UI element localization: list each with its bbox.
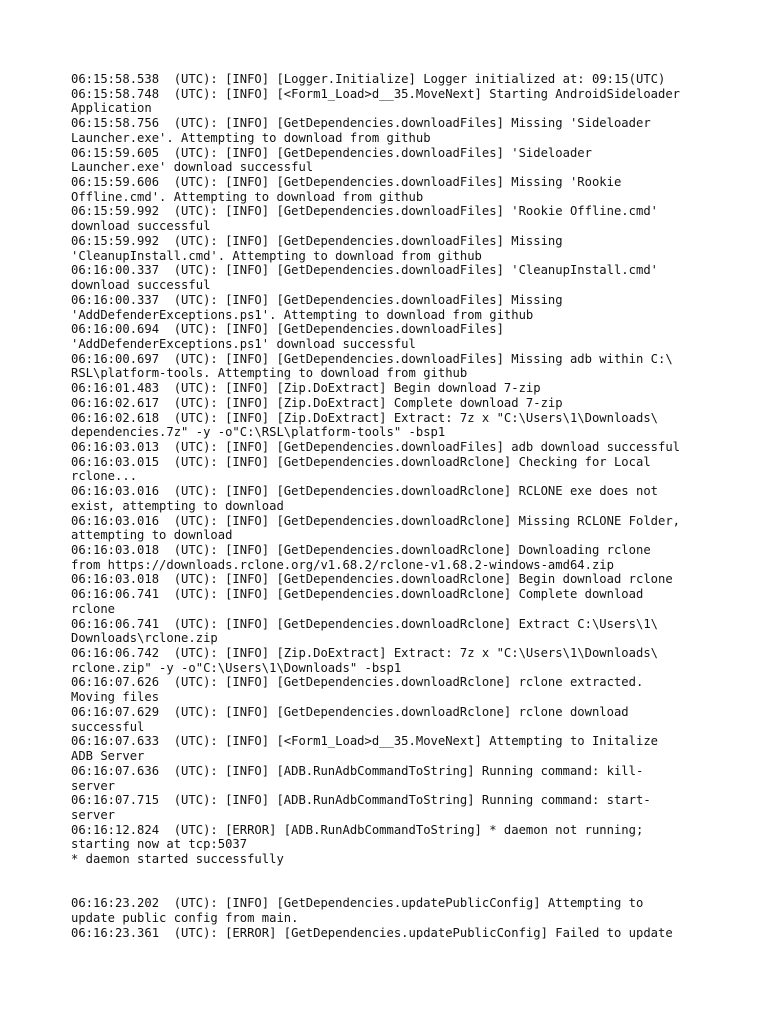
log-line: 06:16:00.337 (UTC): [INFO] [GetDependencies.downloadFiles] 'CleanupInstall.cmd' bbox=[71, 263, 658, 278]
log-line: rclone bbox=[71, 601, 116, 616]
log-line: * daemon started successfully bbox=[71, 852, 284, 867]
log-line: 06:16:01.483 (UTC): [INFO] [Zip.DoExtract] Begin download 7-zip bbox=[71, 381, 541, 396]
log-line: 06:16:02.617 (UTC): [INFO] [Zip.DoExtract] Complete download 7-zip bbox=[71, 395, 563, 410]
log-line: Launcher.exe'. Attempting to download from github bbox=[71, 130, 431, 145]
log-line: 06:16:12.824 (UTC): [ERROR] [ADB.RunAdbCommandToString] * daemon not running; bbox=[71, 822, 644, 837]
log-line: 06:16:06.741 (UTC): [INFO] [GetDependencies.downloadRclone] Extract C:\Users\1\ bbox=[71, 616, 658, 631]
log-line: 06:16:00.694 (UTC): [INFO] [GetDependencies.downloadFiles] bbox=[71, 322, 504, 337]
log-line: 06:16:23.361 (UTC): [ERROR] [GetDependencies.updatePublicConfig] Failed to update bbox=[71, 925, 673, 940]
log-line: 06:16:06.741 (UTC): [INFO] [GetDependencies.downloadRclone] Complete download bbox=[71, 587, 644, 602]
log-line: Downloads\rclone.zip bbox=[71, 631, 218, 646]
log-line: 06:16:03.016 (UTC): [INFO] [GetDependencies.downloadRclone] Missing RCLONE Folder, bbox=[71, 513, 681, 528]
log-line: 06:16:23.202 (UTC): [INFO] [GetDependencies.updatePublicConfig] Attempting to bbox=[71, 896, 644, 911]
log-line: 06:16:06.742 (UTC): [INFO] [Zip.DoExtract] Extract: 7z x "C:\Users\1\Downloads\ bbox=[71, 646, 658, 661]
log-line: Application bbox=[71, 101, 152, 116]
log-line: rclone... bbox=[71, 469, 138, 484]
log-line: RSL\platform-tools. Attempting to download from github bbox=[71, 366, 468, 381]
log-line: 06:16:03.013 (UTC): [INFO] [GetDependencies.downloadFiles] adb download successful bbox=[71, 439, 681, 454]
log-line: server bbox=[71, 778, 116, 793]
log-line: exist, attempting to download bbox=[71, 498, 284, 513]
log-line: 'CleanupInstall.cmd'. Attempting to download from github bbox=[71, 248, 482, 263]
log-line: 06:15:59.605 (UTC): [INFO] [GetDependencies.downloadFiles] 'Sideloader bbox=[71, 145, 592, 160]
log-line: 06:15:58.748 (UTC): [INFO] [<Form1_Load>d__35.MoveNext] Starting AndroidSideloader bbox=[71, 86, 681, 101]
log-line: 'AddDefenderExceptions.ps1' download successful bbox=[71, 336, 416, 351]
log-line: ADB Server bbox=[71, 749, 145, 764]
log-line: 06:16:02.618 (UTC): [INFO] [Zip.DoExtract] Extract: 7z x "C:\Users\1\Downloads\ bbox=[71, 410, 658, 425]
log-line: server bbox=[71, 807, 116, 822]
log-line: dependencies.7z" -y -o"C:\RSL\platform-tools" -bsp1 bbox=[71, 425, 446, 440]
log-line: successful bbox=[71, 719, 145, 734]
log-line: download successful bbox=[71, 278, 211, 293]
log-line: 06:16:03.018 (UTC): [INFO] [GetDependencies.downloadRclone] Begin download rclone bbox=[71, 572, 673, 587]
document-page bbox=[71, 72, 711, 940]
log-line: attempting to download bbox=[71, 528, 233, 543]
log-line: starting now at tcp:5037 bbox=[71, 837, 248, 852]
log-line: update public config from main. bbox=[71, 910, 299, 925]
log-line: 06:16:07.636 (UTC): [INFO] [ADB.RunAdbCommandToString] Running command: kill- bbox=[71, 763, 644, 778]
log-line: 06:15:58.538 (UTC): [INFO] [Logger.Initialize] Logger initialized at: 09:15(UTC) bbox=[71, 72, 666, 86]
log-line: Launcher.exe' download successful bbox=[71, 160, 314, 175]
log-line: rclone.zip" -y -o"C:\Users\1\Downloads" -bsp1 bbox=[71, 660, 402, 675]
log-line: 06:15:59.992 (UTC): [INFO] [GetDependencies.downloadFiles] Missing bbox=[71, 233, 563, 248]
log-line: Moving files bbox=[71, 690, 160, 705]
log-line: 06:15:59.992 (UTC): [INFO] [GetDependencies.downloadFiles] 'Rookie Offline.cmd' bbox=[71, 204, 658, 219]
log-line: 'AddDefenderExceptions.ps1'. Attempting to download from github bbox=[71, 307, 534, 322]
log-line: 06:16:00.337 (UTC): [INFO] [GetDependencies.downloadFiles] Missing bbox=[71, 292, 563, 307]
log-line: 06:16:07.629 (UTC): [INFO] [GetDependencies.downloadRclone] rclone download bbox=[71, 704, 629, 719]
log-line: from https://downloads.rclone.org/v1.68.2/rclone-v1.68.2-windows-amd64.zip bbox=[71, 557, 614, 572]
log-line: Offline.cmd'. Attempting to download from github bbox=[71, 189, 424, 204]
log-line: 06:16:07.715 (UTC): [INFO] [ADB.RunAdbCommandToString] Running command: start- bbox=[71, 793, 651, 808]
log-line: 06:16:03.016 (UTC): [INFO] [GetDependencies.downloadRclone] RCLONE exe does not bbox=[71, 484, 658, 499]
log-line: 06:16:03.018 (UTC): [INFO] [GetDependencies.downloadRclone] Downloading rclone bbox=[71, 543, 651, 557]
log-line: 06:16:03.015 (UTC): [INFO] [GetDependencies.downloadRclone] Checking for Local bbox=[71, 454, 651, 469]
log-line bbox=[71, 867, 711, 882]
log-line: 06:15:58.756 (UTC): [INFO] [GetDependencies.downloadFiles] Missing 'Sideloader bbox=[71, 116, 651, 131]
log-text bbox=[71, 72, 711, 940]
log-line: 06:16:07.633 (UTC): [INFO] [<Form1_Load>d__35.MoveNext] Attempting to Initalize bbox=[71, 734, 658, 749]
log-line: 06:16:00.697 (UTC): [INFO] [GetDependencies.downloadFiles] Missing adb within C:\ bbox=[71, 351, 673, 366]
log-line: download successful bbox=[71, 219, 211, 234]
log-line: 06:15:59.606 (UTC): [INFO] [GetDependencies.downloadFiles] Missing 'Rookie bbox=[71, 175, 622, 190]
log-line bbox=[71, 882, 711, 897]
log-line: 06:16:07.626 (UTC): [INFO] [GetDependencies.downloadRclone] rclone extracted. bbox=[71, 675, 644, 690]
